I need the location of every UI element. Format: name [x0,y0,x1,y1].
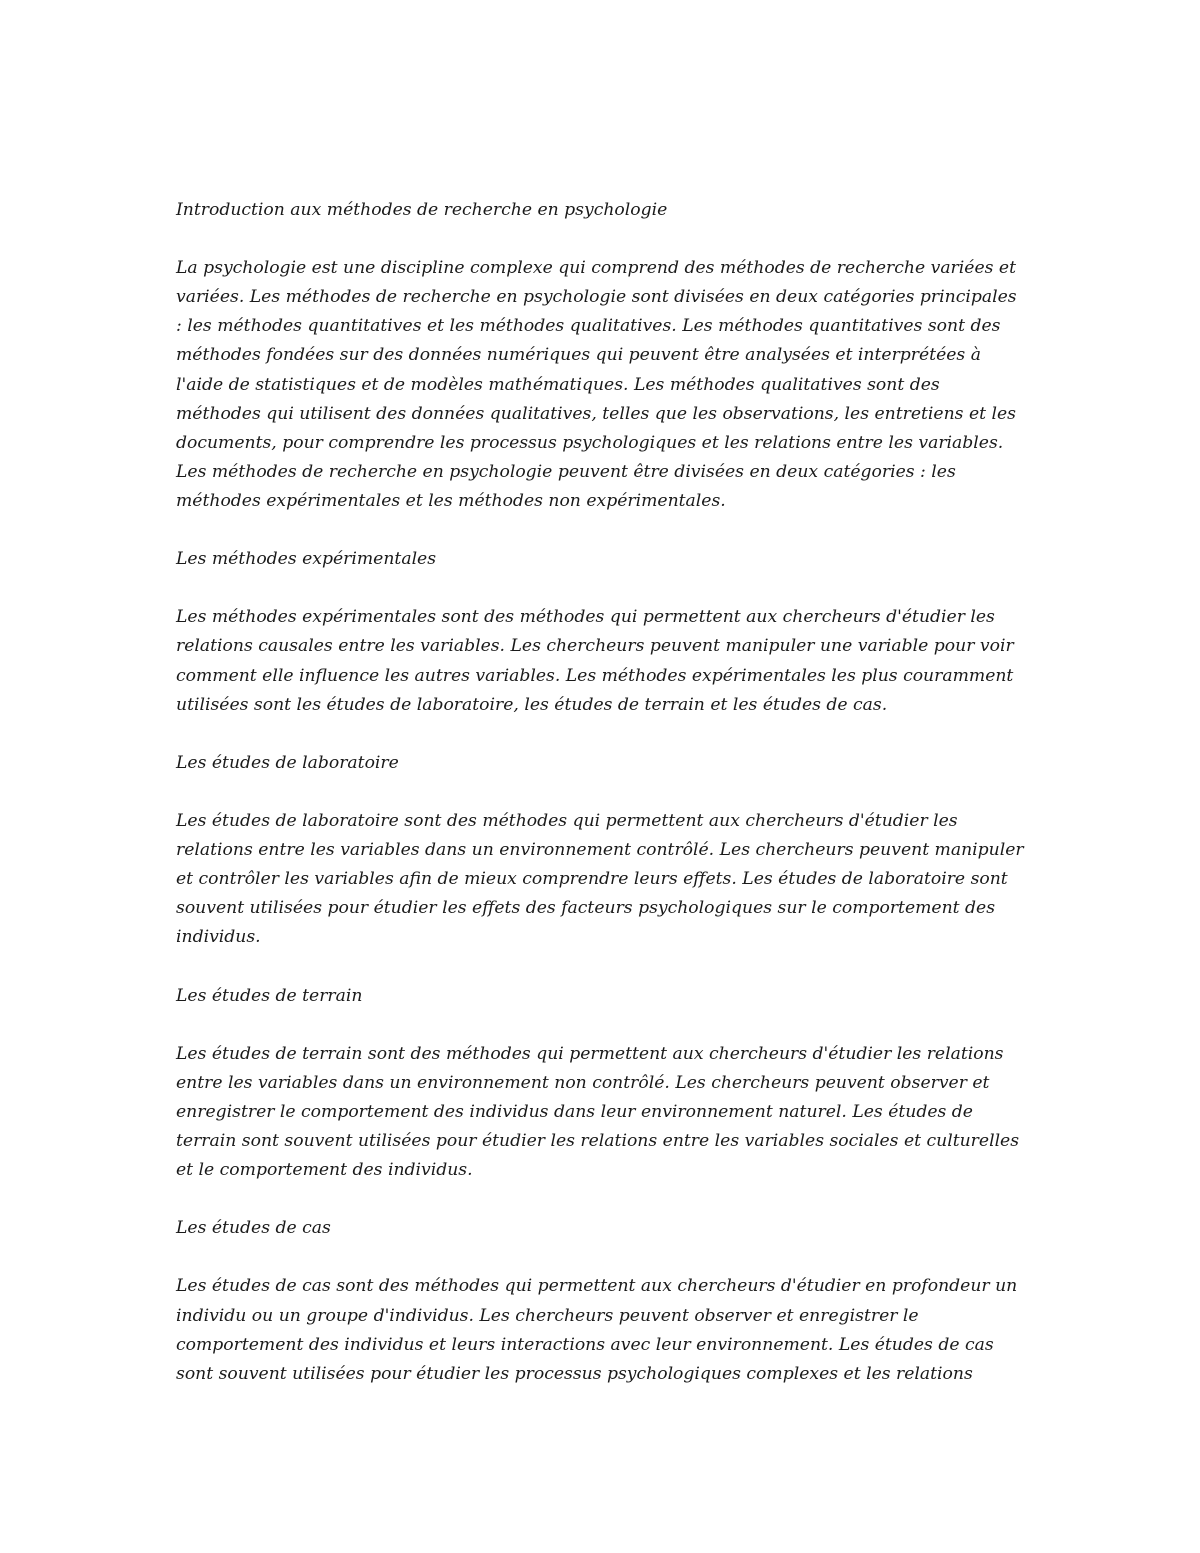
section-heading-experimental-methods: Les méthodes expérimentales [176,549,437,570]
document-page [176,196,1026,1418]
section-heading-field-studies: Les études de terrain [176,985,363,1006]
section-heading-case-studies: Les études de cas [176,1218,331,1239]
section-body-laboratory-studies: Les études de laboratoire sont des méthodes qui permettent aux chercheurs d'étudier les relations entre les variables dans un environnement contrôlé. Les chercheurs peuvent manipuler et contrôler les variables afin de mieux comprendre leurs effets. Les études de laboratoire sont souvent utilisées pour étudier les effets des facteurs psychologiques sur le comportement des individus. [176,810,1024,948]
section-body-case-studies: Les études de cas sont des méthodes qui permettent aux chercheurs d'étudier en profondeur un individu ou un groupe d'individus. Les chercheurs peuvent observer et enregistrer le comportement des individus et leurs interactions avec leur environnement. Les études de cas sont souvent utilisées pour étudier les processus psychologiques complexes et les relations [176,1276,1018,1384]
document-title: Introduction aux méthodes de recherche en psychologie [176,200,668,220]
intro-paragraph: La psychologie est une discipline complexe qui comprend des méthodes de recherche variées et variées. Les méthodes de recherche en psychologie sont divisées en deux catégories principales : les méthodes quantitatives et les méthodes qualitatives. Les méthodes quantitatives sont des méthodes fondées sur des données numériques qui peuvent être analysées et interprétées à l'aide de statistiques et de modèles mathématiques. Les méthodes qualitatives sont des méthodes qui utilisent des données qualitatives, telles que les observations, les entretiens et les documents, pour comprendre les processus psychologiques et les relations entre les variables. Les méthodes de recherche en psychologie peuvent être divisées en deux catégories : les méthodes expérimentales et les méthodes non expérimentales. [176,258,1017,511]
section-body-experimental-methods: Les méthodes expérimentales sont des méthodes qui permettent aux chercheurs d'étudier les relations causales entre les variables. Les chercheurs peuvent manipuler une variable pour voir comment elle influence les autres variables. Les méthodes expérimentales les plus couramment utilisées sont les études de laboratoire, les études de terrain et les études de cas. [176,607,1014,715]
section-heading-laboratory-studies: Les études de laboratoire [176,752,399,773]
section-body-field-studies: Les études de terrain sont des méthodes qui permettent aux chercheurs d'étudier les relations entre les variables dans un environnement non contrôlé. Les chercheurs peuvent observer et enregistrer le comportement des individus dans leur environnement naturel. Les études de terrain sont souvent utilisées pour étudier les relations entre les variables sociales et culturelles et le comportement des individus. [176,1043,1020,1181]
